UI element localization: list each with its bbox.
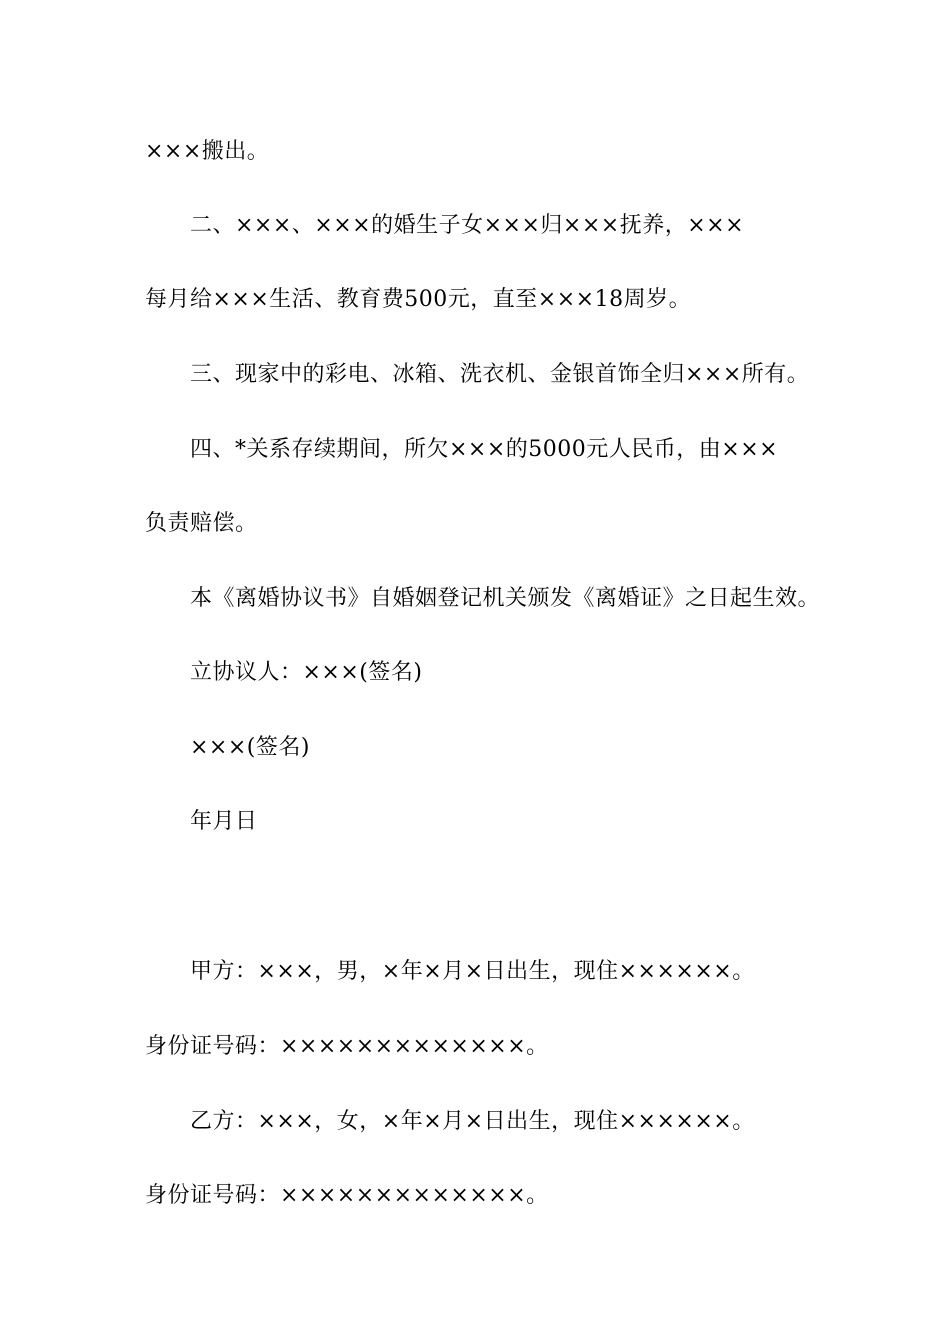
text-line-signatory-1: 立协议人：×××(签名) <box>190 660 423 685</box>
text-line-party-a-id: 身份证号码：×××××××××××××。 <box>145 1034 549 1059</box>
text-line-signatory-2: ×××(签名) <box>190 735 310 760</box>
text-line-date: 年月日 <box>190 809 258 834</box>
text-line-clause-4-cont: 负责赔偿。 <box>145 511 258 536</box>
text-line-party-a: 甲方：×××，男，×年×月×日出生，现住××××××。 <box>190 959 755 984</box>
text-line-move-out: ×××搬出。 <box>145 139 270 164</box>
text-line-party-b: 乙方：×××，女，×年×月×日出生，现住××××××。 <box>190 1109 755 1134</box>
text-line-party-b-id: 身份证号码：×××××××××××××。 <box>145 1183 549 1208</box>
text-line-clause-4: 四、*关系存续期间，所欠×××的5000元人民币，由××× <box>190 437 779 462</box>
text-line-clause-3: 三、现家中的彩电、冰箱、洗衣机、金银首饰全归×××所有。 <box>190 362 810 387</box>
text-line-clause-2: 二、×××、×××的婚生子女×××归×××抚养，××× <box>190 213 745 238</box>
text-line-clause-2-cont: 每月给×××生活、教育费500元，直至×××18周岁。 <box>145 287 692 312</box>
text-line-effective: 本《离婚协议书》自婚姻登记机关颁发《离婚证》之日起生效。 <box>190 586 821 611</box>
